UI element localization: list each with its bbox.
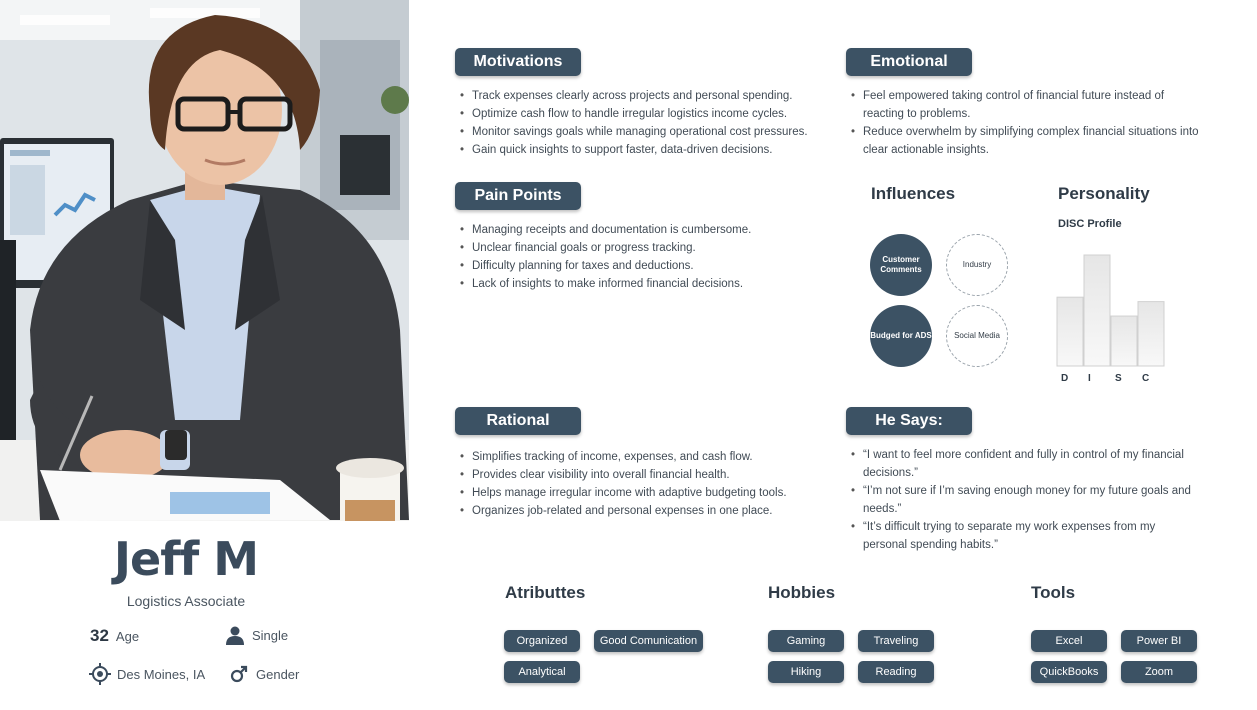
list-item [847, 446, 1191, 482]
pain-points-title: Pain Points [455, 182, 581, 210]
list-item-line: Reduce overwhelm by simplifying complex financial situations into [863, 126, 1199, 138]
hobby-tag: Reading [858, 661, 934, 683]
attributes-title: Atributtes [505, 583, 586, 602]
influence-label: Industry [962, 260, 992, 269]
disc-bar-d [1057, 297, 1083, 366]
persona-role: Logistics Associate [126, 593, 246, 609]
gender-label: Gender [256, 666, 300, 682]
tool-tag: Power BI [1121, 630, 1197, 652]
rational-title: Rational [455, 407, 581, 435]
list-item-line: “I’m not sure if I’m saving enough money for my future goals and [863, 485, 1191, 497]
disc-axis-label: C [1142, 373, 1150, 384]
age-value: 32 [90, 626, 109, 645]
influence-label: Budged for ADS [870, 331, 932, 340]
disc-bar-c [1138, 302, 1164, 366]
list-item: • Helps manage irregular income with adaptive budgeting tools. [456, 484, 787, 502]
list-item-line: Feel empowered taking control of financial future instead of [863, 90, 1165, 102]
list-item [847, 482, 1191, 518]
influence-circle [946, 234, 1008, 296]
disc-bar-i [1084, 255, 1110, 366]
age-label: Age [115, 628, 140, 644]
disc-axis-label: I [1088, 373, 1091, 384]
list-item: • Monitor savings goals while managing operational cost pressures. [456, 123, 808, 141]
pain-points-list [456, 221, 751, 293]
personality-title: Personality [1058, 184, 1150, 203]
list-item: • Managing receipts and documentation is cumbersome. [456, 221, 751, 239]
hobby-tag: Hiking [768, 661, 844, 683]
list-item-line: “It’s difficult trying to separate my work expenses from my [863, 521, 1156, 533]
list-item-line: needs.” [863, 503, 902, 515]
tool-tag: QuickBooks [1031, 661, 1107, 683]
male-gender-icon [228, 663, 250, 685]
rational-list [456, 448, 787, 520]
list-item-line: reacting to problems. [863, 108, 971, 120]
he-says-title: He Says: [846, 407, 972, 435]
disc-bar-s [1111, 316, 1137, 366]
list-item [847, 123, 1199, 159]
influence-circle [870, 305, 932, 367]
tool-tag: Excel [1031, 630, 1107, 652]
influence-label: Social Media [954, 331, 1000, 340]
persona-name: Jeff M [113, 532, 259, 586]
disc-axis-label: S [1115, 373, 1122, 384]
emotional-list [847, 87, 1199, 159]
disc-axis-label: D [1061, 373, 1069, 384]
disc-chart [1052, 236, 1172, 386]
attribute-tag: Good Comunication [594, 630, 703, 652]
motivations-title: Motivations [455, 48, 581, 76]
list-item: • Organizes job-related and personal expenses in one place. [456, 502, 787, 520]
motivations-list [456, 87, 808, 159]
tools-title: Tools [1031, 583, 1076, 602]
list-item-line: “I want to feel more confident and fully in control of my financial [863, 449, 1184, 461]
attribute-tag: Organized [504, 630, 580, 652]
persona-photo [0, 0, 409, 521]
list-item-line: clear actionable insights. [863, 144, 989, 156]
list-item [847, 87, 1199, 123]
hobby-tag: Gaming [768, 630, 844, 652]
hobbies-title: Hobbies [768, 583, 836, 602]
gender-fact [228, 663, 299, 685]
influence-circle [870, 234, 932, 296]
list-item: • Difficulty planning for taxes and deductions. [456, 257, 751, 275]
list-item: • Simplifies tracking of income, expenses, and cash flow. [456, 448, 787, 466]
list-item: • Unclear financial goals or progress tracking. [456, 239, 751, 257]
emotional-title: Emotional [846, 48, 972, 76]
age-fact [90, 626, 139, 646]
list-item-line: decisions.” [863, 467, 918, 479]
influences-title: Influences [871, 184, 956, 203]
person-icon [224, 624, 246, 646]
status-label: Single [252, 627, 289, 643]
influence-label: Customer Comments [880, 255, 922, 274]
attribute-tag: Analytical [504, 661, 580, 683]
hobby-tag: Traveling [858, 630, 934, 652]
location-fact [89, 663, 205, 685]
list-item: • Gain quick insights to support faster, data-driven decisions. [456, 141, 808, 159]
tool-tag: Zoom [1121, 661, 1197, 683]
status-fact [224, 624, 288, 646]
persona-photo-illustration [0, 0, 409, 521]
list-item: • Track expenses clearly across projects and personal spending. [456, 87, 808, 105]
list-item-line: personal spending habits.” [863, 539, 998, 551]
list-item [847, 518, 1191, 554]
he-says-list [847, 446, 1191, 554]
location-target-icon [89, 663, 111, 685]
list-item: • Optimize cash flow to handle irregular logistics income cycles. [456, 105, 808, 123]
influence-circle [946, 305, 1008, 367]
list-item: • Lack of insights to make informed financial decisions. [456, 275, 751, 293]
list-item: • Provides clear visibility into overall financial health. [456, 466, 787, 484]
location-label: Des Moines, IA [117, 666, 206, 682]
disc-profile-label: DISC Profile [1058, 218, 1122, 230]
